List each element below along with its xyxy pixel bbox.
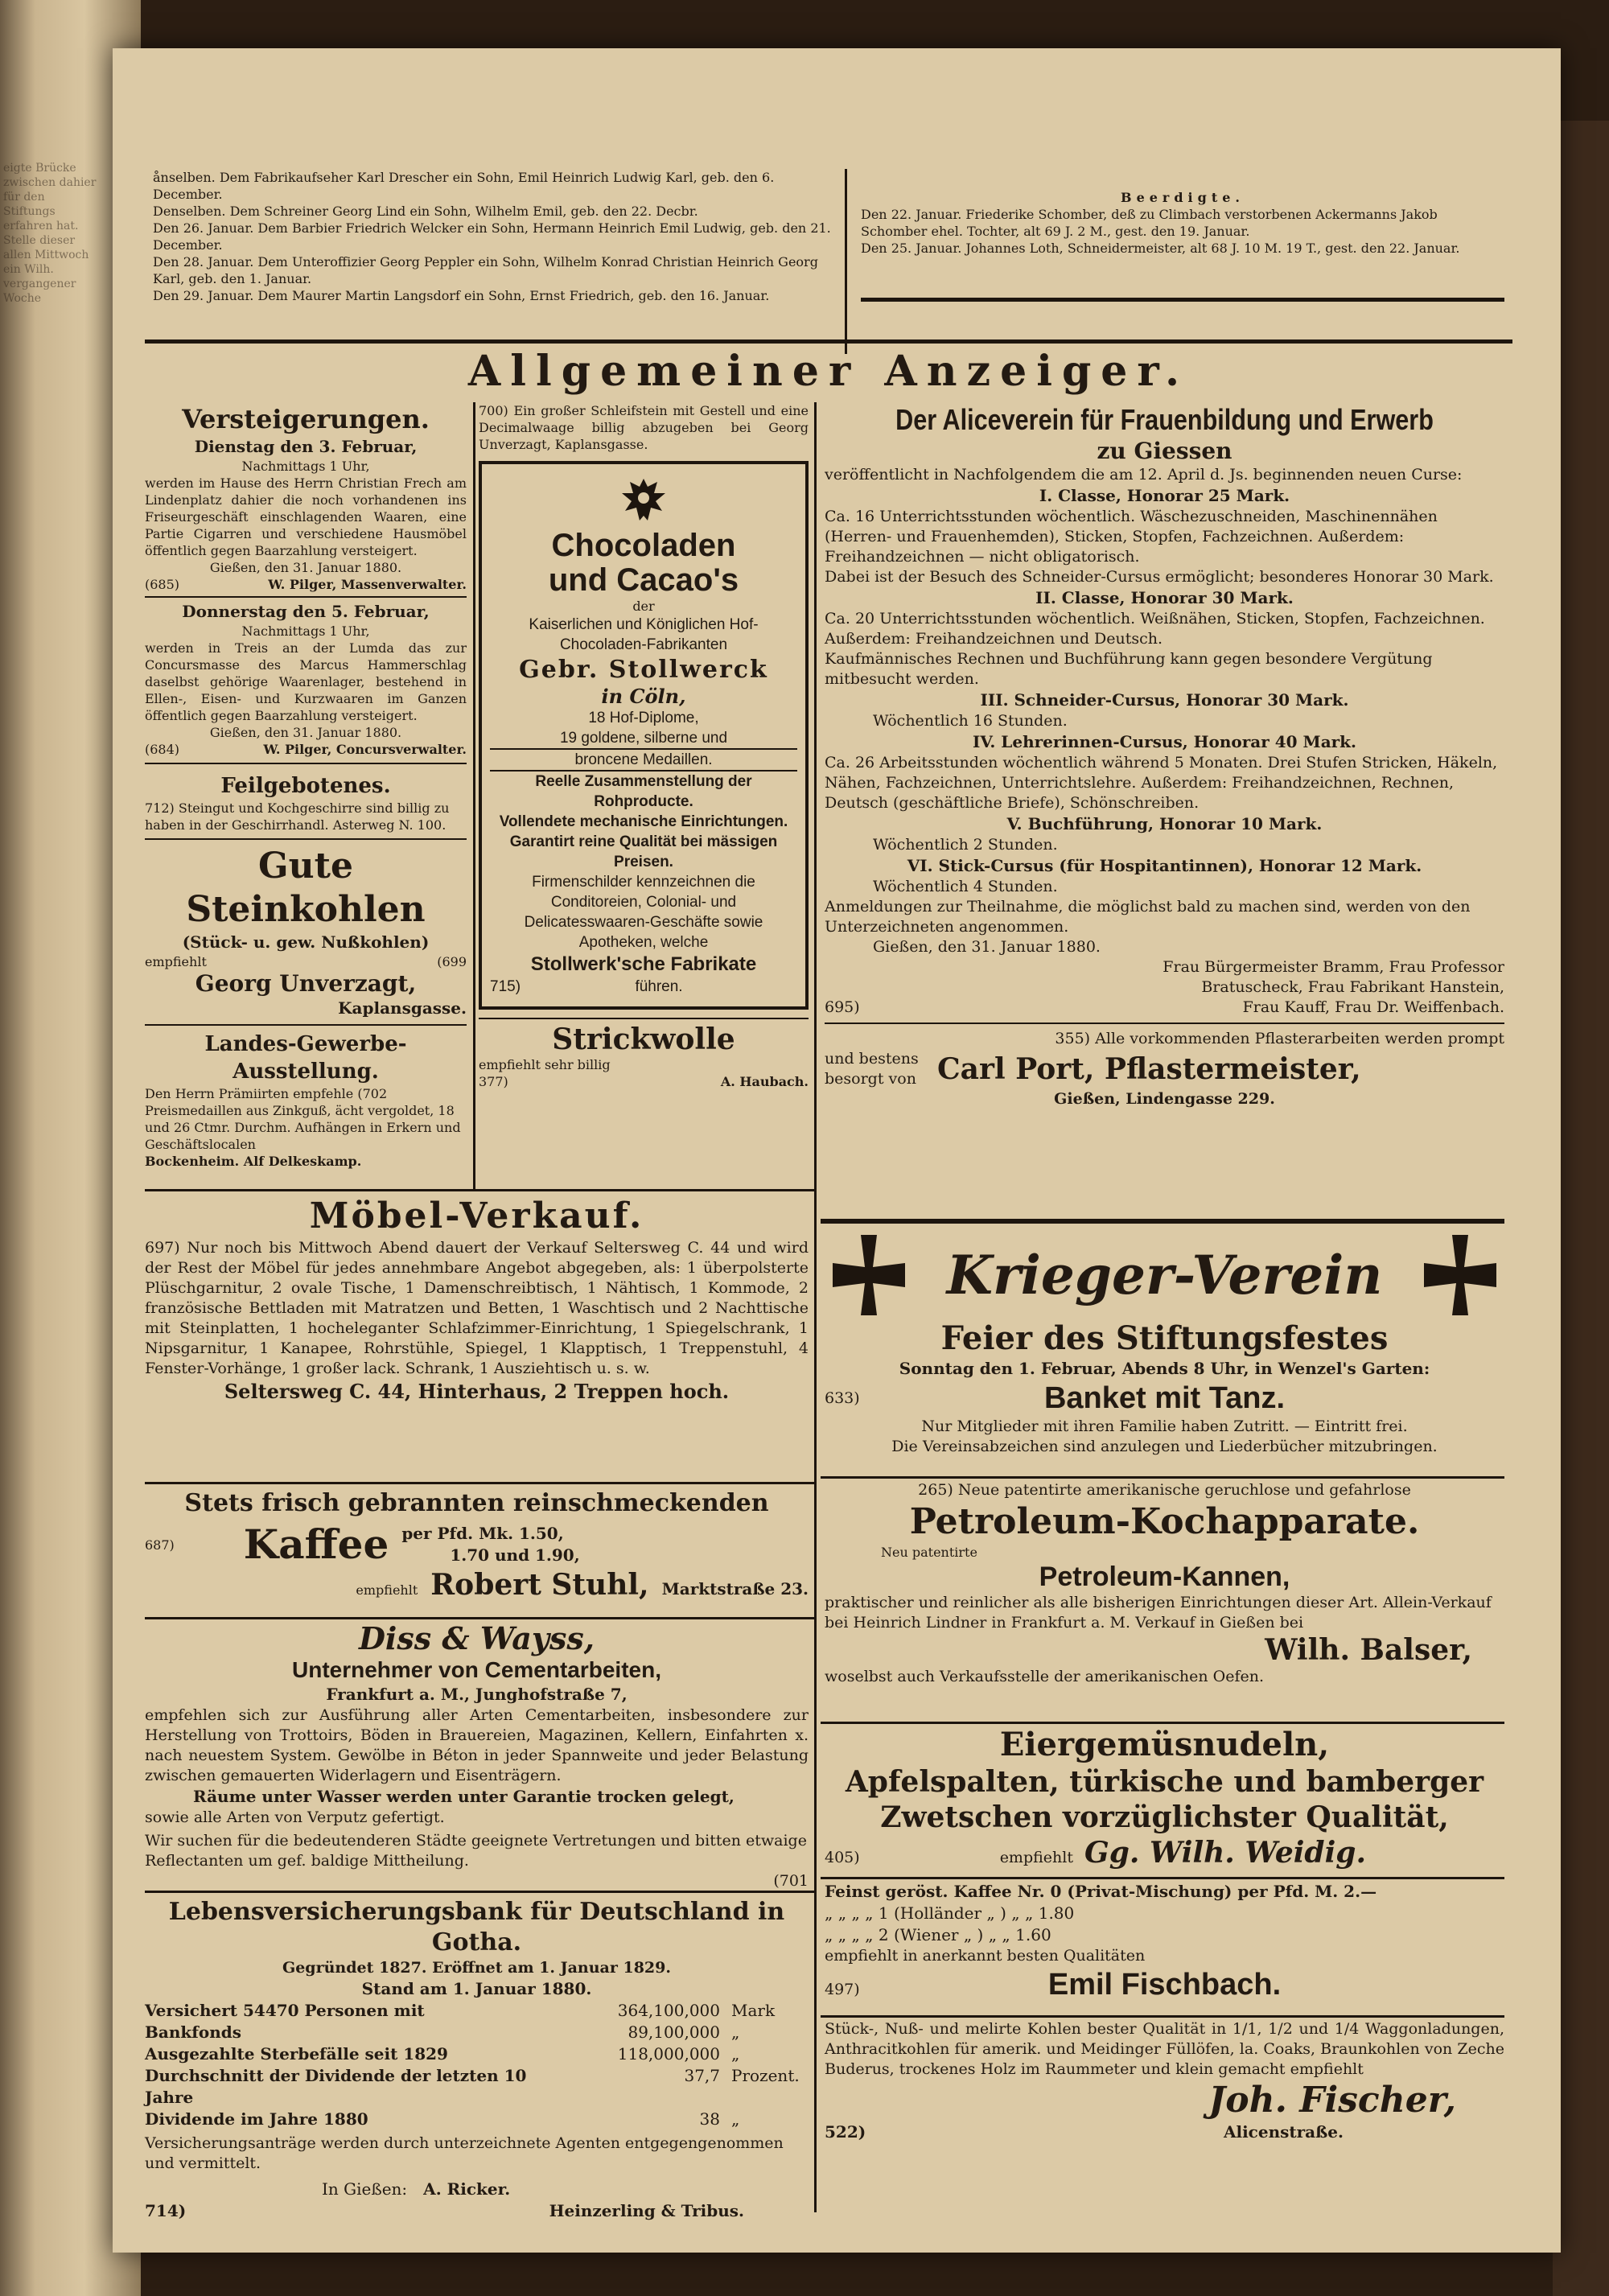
alice-title: Der Aliceverein für Frauenbildung und Erwerb [895, 403, 1434, 436]
alice-registration: Anmeldungen zur Theilnahme, die möglichst bald zu machen sind, werden von den Unterzeichneten angenommen. [825, 898, 1471, 936]
births-section [153, 169, 837, 304]
ad-number: (701 [773, 1872, 809, 1890]
insurance-value: 118,000,000 [617, 2044, 720, 2064]
course-title: IV. Lehrerinnen-Cursus, Honorar 40 Mark. [972, 732, 1357, 751]
separator [825, 1023, 1504, 1024]
coal-title: Gute Steinkohlen [186, 846, 426, 930]
course-body: Dabei ist der Besuch des Schneider-Cursus ermöglicht; besonderes Honorar 30 Mark. [825, 568, 1494, 586]
auction-signature-row [145, 576, 467, 593]
masthead-rule-top [145, 339, 1512, 344]
newspaper-page [113, 48, 1561, 2253]
cement-bold: Räume unter Wasser werden unter Garantie trocken gelegt, [193, 1787, 735, 1806]
noodles-line: Zwetschen vorzüglichster Qualität, [880, 1800, 1449, 1834]
imperial-eagle-icon [615, 472, 672, 529]
petroleum-tail: woselbst auch Verkaufsstelle der amerikanischen Oefen. [825, 1668, 1265, 1685]
course-title: III. Schneider-Cursus, Honorar 30 Mark. [980, 690, 1349, 710]
noodles-recommend: empfiehlt [999, 1849, 1073, 1866]
burials-title: Beerdigte. [1121, 190, 1245, 205]
cement-title: Diss & Wayss, [358, 1620, 595, 1656]
course-body: Ca. 16 Unterrichtsstunden wöchentlich. Wäschezuschneiden, Maschinennähen (Herren- und Frauenhemden), Sticken, Stopfen, Fachzeichnen. Außerdem: Freihandzeichnen — nicht obligatorisch. [825, 508, 1438, 566]
expo-signature: Bockenheim. Alf Delkeskamp. [145, 1154, 362, 1169]
alice-intro: veröffentlicht in Nachfolgendem die am 12. April d. Js. beginnenden neuen Curse: [825, 466, 1463, 483]
insurance-unit: „ [731, 2022, 740, 2042]
furniture-body: 697) Nur noch bis Mittwoch Abend dauert der Verkauf Seltersweg C. 44 und wird der Rest der Möbel für jedes annehmbare Angebot abgegeben, als: 1 überpolsterte Plüschgarnitur, 2 ovale Tische, 1 Damenschreibtisch, 1 Nähtisch, 1 Kommode, 2 französische Bettladen mit Matratzen und Betten, 1 Waschtisch und 2 Nachttische mit Steinplatten, 1 hocheleganter Schlafzimmer-Einrichtung, 1 Spiegelschrank, 1 Nipsgarnitur, 1 Kanapee, Rohrstühle, Spiegel, 1 Klapptisch, 1 Treppenstuhl, 4 Fenster-Vorhänge, 1 großer lack. Schrank, 1 Ausziehtisch u. s. w. [145, 1239, 809, 1377]
chocolate-line: Reelle Zusammenstellung der Rohproducte. [535, 773, 752, 810]
iron-cross-icon [1416, 1231, 1504, 1319]
insurance-value: 364,100,000 [617, 2001, 720, 2020]
chocolate-footer [490, 977, 797, 997]
cement-address: Frankfurt a. M., Junghofstraße 7, [326, 1685, 628, 1704]
insurance-footer [145, 2200, 809, 2222]
spine-bleed-text: eigte Brücke zwischen dahier für den Stiftungs erfahren hat. Stelle dieser allen Mittwoch ein Wilh. vergangener Woche [3, 162, 97, 305]
chocolate-line: 19 goldene, silberne und [490, 728, 797, 750]
separator [145, 1024, 467, 1026]
birth-entry: Den 28. Januar. Dem Unteroffizier Georg Peppler ein Sohn, Wilhelm Konrad Christian Heinrich Georg Karl, geb. den 1. Januar. [153, 254, 818, 286]
cement-subtitle: Unternehmer von Cementarbeiten, [292, 1657, 661, 1682]
auction-place: Gießen, den 31. Januar 1880. [209, 725, 402, 740]
course-body: Wöchentlich 2 Stunden. [873, 836, 1058, 854]
coal2-footer [825, 2121, 1504, 2143]
chocolate-city: in Cöln, [601, 685, 686, 708]
insurance-unit: „ [731, 2044, 740, 2064]
insurance-ad [145, 1897, 809, 2222]
petroleum-body: praktischer und reinlicher als alle bisherigen Einrichtungen dieser Art. Allein-Verkauf bei Heinrich Lindner in Frankfurt a. M. Verkauf in Gießen bei [825, 1594, 1492, 1631]
auction-date: Donnerstag den 5. Februar, [182, 602, 430, 621]
column-right [825, 402, 1504, 1109]
section-rule [821, 1476, 1504, 1479]
coal-recommend: empfiehlt [145, 954, 207, 969]
ad-number: 633) [825, 1389, 860, 1407]
coffee-price: per Pfd. Mk. 1.50, [401, 1524, 564, 1543]
insurance-title: Lebensversicherungsbank für Deutschland in Gotha. [168, 1898, 785, 1957]
coffee-recommend: empfiehlt [356, 1582, 418, 1598]
coal2-vendor: Joh. Fischer, [1208, 2080, 1456, 2121]
veterans-subtitle: Feier des Stiftungsfestes [940, 1319, 1389, 1357]
noodles-line: Apfelspalten, türkische und bamberger [845, 1765, 1484, 1799]
insurance-row [145, 2022, 809, 2043]
column-left [145, 402, 467, 1170]
insurance-table [145, 2000, 809, 2130]
petroleum-line: 265) Neue patentirte amerikanische geruchlose und gefahrlose [918, 1481, 1411, 1499]
coffee2-ad [825, 1881, 1504, 2003]
expo-body: Den Herrn Prämiirten empfehle (702 Preismedaillen aus Zinkguß, ächt vergoldet, 18 und 26 Ctmr. Durchm. Aufhängen in Erkern und Geschäftslocalen [145, 1086, 461, 1152]
auction-signature: W. Pilger, Massenverwalter. [268, 577, 467, 592]
separator [145, 596, 467, 598]
coffee2-line: empfiehlt in anerkannt besten Qualitäten [825, 1947, 1146, 1965]
paving-pre: und bestens besorgt von [825, 1050, 919, 1088]
cement-body: Wir suchen für die bedeutenderen Städte geeignete Vertretungen und bitten etwaige Reflectanten um gef. baldige Mittheilung. [145, 1832, 807, 1870]
alice-date: Gießen, den 31. Januar 1880. [873, 938, 1101, 956]
chocolate-subtitle: Kaiserlichen und Königlichen Hof-Chocoladen-Fabrikanten [529, 616, 759, 653]
noodles-vendor-row [825, 1835, 1504, 1870]
noodles-ad [825, 1726, 1504, 1870]
column-middle [479, 402, 809, 1090]
insurance-agents [145, 2179, 809, 2200]
ad-number: 497) [825, 1981, 860, 1998]
wool-row [479, 1073, 809, 1090]
insurance-value: 37,7 [684, 2066, 720, 2085]
furniture-address: Seltersweg C. 44, Hinterhaus, 2 Treppen hoch. [224, 1380, 730, 1403]
insurance-row [145, 2043, 809, 2065]
coffee2-vendor: Emil Fischbach. [1047, 1968, 1282, 2002]
chocolate-line: führen. [635, 978, 683, 995]
course-body: Ca. 26 Arbeitsstunden wöchentlich während 5 Monaten. Drei Stufen Stricken, Häkeln, Nähen, Fachzeichnen, Unterrichtslehre. Außerdem: Freihandzeichnen, Rechnen, Deutsch (geschäftliche Briefe), Schönschreiben. [825, 754, 1498, 812]
burial-entry: Den 25. Januar. Johannes Loth, Schneidermeister, alt 68 J. 10 M. 19 T., gest. den 22. Januar. [861, 241, 1460, 256]
ad-number: 377) [479, 1074, 508, 1089]
section-rule [821, 2015, 1504, 2018]
section-rule [821, 1219, 1504, 1224]
insurance-label: Versichert 54470 Personen mit [145, 2001, 425, 2020]
burial-entry: Den 22. Januar. Friederike Schomber, deß zu Climbach verstorbenen Ackermanns Jakob Schomber ehel. Tochter, alt 69 J. 2 M., gest. den 19. Januar. [861, 207, 1438, 239]
birth-entry: Den 29. Januar. Dem Maurer Martin Langsdorf ein Sohn, Ernst Friedrich, geb. den 16. Januar. [153, 288, 770, 303]
coffee-vendor: Robert Stuhl, [430, 1568, 649, 1602]
coffee2-line: Feinst geröst. Kaffee Nr. 0 (Privat-Mischung) per Pfd. M. 2.— [825, 1882, 1377, 1901]
auction-date: Dienstag den 3. Februar, [194, 437, 418, 456]
chocolate-firm: Gebr. Stollwerck [519, 656, 768, 684]
course-body: Wöchentlich 4 Stunden. [873, 878, 1058, 895]
chocolate-brand: Stollwerk'sche Fabrikate [530, 953, 757, 975]
petroleum-ad [825, 1480, 1504, 1687]
chocolate-title: Chocoladen [551, 528, 736, 563]
insurance-label: Bankfonds [145, 2022, 241, 2042]
coffee2-line: „ „ „ „ 2 (Wiener „ ) „ „ 1.60 [825, 1925, 1051, 1944]
veterans-note: Die Vereinsabzeichen sind anzulegen und Liederbücher mitzubringen. [891, 1438, 1438, 1455]
insurance-agent: A. Ricker. [423, 2179, 511, 2199]
section-rule [145, 1189, 814, 1191]
wool-body: empfiehlt sehr billig [479, 1057, 611, 1072]
sale-body: 712) Steingut und Kochgeschirre sind billig zu haben in der Geschirrhandl. Asterweg N. 100. [145, 800, 450, 833]
course-title: II. Classe, Honorar 30 Mark. [1035, 588, 1294, 607]
book-binding [1553, 121, 1609, 2296]
course-body: Ca. 20 Unterrichtsstunden wöchentlich. Weißnähen, Sticken, Stopfen, Fachzeichnen. Außerdem: Freihandzeichnen und Deutsch. [825, 610, 1485, 648]
course-title: I. Classe, Honorar 25 Mark. [1039, 486, 1290, 505]
coal-row [145, 953, 467, 970]
column-rule [814, 402, 817, 2212]
veterans-banket-row [825, 1380, 1504, 1417]
auction-body: werden im Hause des Herrn Christian Frech am Lindenplatz dahier die noch vorhandenen ins Friseurgeschäft einschlagenden Waaren, eine Partie Cigarren und verschiedene Hausmöbel öffentlich gegen Baarzahlung versteigert. [145, 475, 467, 558]
chocolate-line: 18 Hof-Diplome, [588, 710, 699, 726]
chocolate-line: Firmenschilder kennzeichnen die Conditoreien, Colonial- und Delicatesswaaren-Geschäfte sowie Apotheken, welche [524, 874, 763, 951]
chocolate-line: broncene Medaillen. [490, 750, 797, 772]
insurance-unit: Mark [731, 2001, 776, 2020]
veterans-ad [825, 1231, 1504, 1457]
veterans-banket: Banket mit Tanz. [1043, 1381, 1286, 1415]
auction-time: Nachmittags 1 Uhr, [241, 459, 370, 474]
column-rule [473, 402, 475, 1191]
veterans-note: Nur Mitglieder mit ihren Familie haben Zutritt. — Eintritt frei. [921, 1418, 1408, 1435]
ad-number: (685) [145, 577, 180, 592]
coffee-street: Marktstraße 23. [661, 1579, 809, 1599]
ad-number: (684) [145, 742, 180, 757]
insurance-agents-pre: In Gießen: [322, 2179, 408, 2199]
chocolate-ad [479, 461, 809, 1010]
insurance-value: 38 [699, 2109, 720, 2129]
auction-body: werden in Treis an der Lumda das zur Concursmasse des Marcus Hammerschlag daselbst gehörige Waarenlager, bestehend in Ellen-, Eisen- und Kurzwaaren im Ganzen öffentlich gegen Baarzahlung versteigert. [145, 640, 467, 723]
coffee-word: Kaffee [243, 1520, 389, 1568]
chocolate-line: Garantirt reine Qualität bei mässigen Preisen. [509, 833, 778, 870]
furniture-title: Möbel-Verkauf. [309, 1195, 644, 1236]
ad-number: 695) [825, 998, 860, 1016]
section-rule [145, 1617, 814, 1619]
coffee-row [145, 1522, 809, 1567]
cement-bold: sowie alle Arten von Verputz gefertigt. [145, 1808, 445, 1826]
ad-number: 715) [490, 978, 521, 995]
coal2-ad [825, 2019, 1504, 2143]
petroleum-sub: Neu patentirte [881, 1545, 977, 1560]
paving-address: Gießen, Lindengasse 229. [1054, 1090, 1275, 1108]
insurance-label: Ausgezahlte Sterbefälle seit 1829 [145, 2044, 448, 2064]
insurance-value: 89,100,000 [628, 2022, 720, 2042]
coffee-ad [145, 1488, 809, 1603]
alice-signatories: Frau Kauff, Frau Dr. Weiffenbach. [1242, 998, 1504, 1016]
petroleum-title: Petroleum-Kochapparate. [909, 1501, 1420, 1542]
column-rule [845, 169, 847, 354]
ad-number: (699 [437, 954, 467, 969]
birth-entry: Denselben. Dem Schreiner Georg Lind ein Sohn, Wilhelm Emil, geb. den 22. Decbr. [153, 204, 698, 219]
section-rule [821, 1722, 1504, 1724]
insurance-label: Dividende im Jahre 1880 [145, 2109, 368, 2129]
chocolate-der: der [632, 599, 655, 614]
section-rule [821, 1877, 1504, 1879]
separator [479, 1018, 809, 1019]
ad-number: 714) [145, 2201, 187, 2220]
separator [145, 838, 467, 840]
insurance-row [145, 2000, 809, 2022]
cement-ad [145, 1621, 809, 1891]
insurance-row [145, 2109, 809, 2130]
coal-subtitle: (Stück- u. gew. Nußkohlen) [182, 932, 430, 952]
veterans-title: Krieger-Verein [946, 1244, 1383, 1306]
masthead-title: Allgemeiner Anzeiger. [467, 347, 1190, 396]
insurance-unit: Prozent. [731, 2066, 800, 2085]
coal-street: Kaplansgasse. [338, 998, 467, 1018]
veterans-header [825, 1231, 1504, 1319]
insurance-note: Versicherungsanträge werden durch unterzeichnete Agenten entgegengenommen und vermittelt. [145, 2134, 784, 2172]
auction-title: Versteigerungen. [182, 404, 430, 434]
cement-body: empfehlen sich zur Ausführung aller Arten Cementarbeiten, insbesondere zur Herstellung von Trottoirs, Böden in Brauereien, Magazinen, Kellern, Einfahrten x. nach neuestem System. Gewölbe in Béton in jeder Spannweite und jeder Belastung zwischen gemauerten Widerlagern und Eisenträgern. [145, 1706, 809, 1784]
course-title: VI. Stick-Cursus (für Hospitantinnen), Honorar 12 Mark. [907, 856, 1422, 875]
separator [145, 763, 467, 764]
coffee2-line: „ „ „ „ 1 (Holländer „ ) „ „ 1.80 [825, 1903, 1075, 1923]
section-rule [861, 298, 1504, 302]
auction-place: Gießen, den 31. Januar 1880. [209, 560, 402, 575]
wool-title: Strickwolle [552, 1023, 735, 1056]
insurance-agent: Heinzerling & Tribus. [549, 2201, 744, 2220]
coffee2-vendor-row [825, 1966, 1504, 2003]
auction-signature: W. Pilger, Concursverwalter. [263, 742, 467, 757]
ad-number: 687) [145, 1537, 175, 1553]
chocolate-title: und Cacao's [548, 562, 739, 598]
veterans-when: Sonntag den 1. Februar, Abends 8 Uhr, in Wenzel's Garten: [899, 1359, 1430, 1378]
noodles-title: Eiergemüsnudeln, [999, 1726, 1330, 1763]
wool-signature: A. Haubach. [720, 1074, 809, 1089]
course-title: V. Buchführung, Honorar 10 Mark. [1006, 814, 1323, 833]
noodles-vendor: Gg. Wilh. Weidig. [1084, 1836, 1366, 1870]
paving-line: 355) Alle vorkommenden Pflasterarbeiten werden prompt [1055, 1030, 1504, 1047]
iron-cross-icon [825, 1231, 913, 1319]
coffee-prices [401, 1523, 579, 1566]
ad-number: 522) [825, 2122, 866, 2142]
petroleum-vendor: Wilh. Balser, [1265, 1633, 1472, 1667]
coffee-title: Stets frisch gebrannten reinschmeckenden [184, 1489, 769, 1517]
alice-signatories: Frau Bürgermeister Bramm, Frau Professor [1163, 958, 1504, 976]
alice-signatories: Bratuscheck, Frau Fabrikant Hanstein, [1201, 978, 1504, 996]
burials-section [861, 189, 1504, 257]
chocolate-line: Vollendete mechanische Einrichtungen. [499, 813, 788, 830]
insurance-founded: Gegründet 1827. Eröffnet am 1. Januar 1829. [282, 1959, 671, 1977]
birth-entry: Den 26. Januar. Dem Barbier Friedrich Welcker ein Sohn, Hermann Heinrich Emil Ludwig, geb. den 21. December. [153, 220, 831, 253]
ad-number: 405) [825, 1849, 860, 1866]
alice-footer [825, 998, 1504, 1018]
course-body: Kaufmännisches Rechnen und Buchführung kann gegen besondere Vergütung mitbesucht werden. [825, 650, 1433, 688]
section-rule [145, 1482, 814, 1484]
coffee-vendor-row [145, 1567, 809, 1603]
birth-entry: ånselben. Dem Fabrikaufseher Karl Drescher ein Sohn, Emil Heinrich Ludwig Karl, geb. den 6. December. [153, 170, 775, 202]
coal2-street: Alicenstraße. [1223, 2122, 1344, 2142]
section-rule [145, 1891, 814, 1893]
alice-city: zu Giessen [1097, 438, 1232, 464]
auction-signature-row [145, 741, 467, 758]
course-body: Wöchentlich 16 Stunden. [873, 712, 1068, 730]
petroleum-cans: Petroleum-Kannen, [1039, 1562, 1290, 1592]
insurance-label: Durchschnitt der Dividende der letzten 10 Jahre [145, 2066, 527, 2107]
auction-time: Nachmittags 1 Uhr, [241, 623, 370, 639]
insurance-row [145, 2065, 809, 2109]
coal2-body: Stück-, Nuß- und melirte Kohlen bester Qualität in 1/1, 1/2 und 1/4 Waggonladungen, Anthracitkohlen für amerik. und Meidinger Füllöfen, la. Coaks, Braunkohlen von Zeche Buderus, trockenes Holz im Raummeter und klein gemacht empfiehlt [825, 2020, 1504, 2078]
paving-row [825, 1049, 1504, 1089]
coffee-price: 1.70 und 1.90, [450, 1545, 580, 1565]
grindstone-ad: 700) Ein großer Schleifstein mit Gestell und eine Decimalwaage billig abzugeben bei Georg Unverzagt, Kaplansgasse. [479, 403, 809, 452]
insurance-stand: Stand am 1. Januar 1880. [361, 1979, 592, 1998]
coal-vendor: Georg Unverzagt, [195, 970, 417, 997]
expo-title: Landes-Gewerbe-Ausstellung. [204, 1032, 407, 1084]
sale-title: Feilgebotenes. [220, 774, 391, 798]
furniture-ad [145, 1195, 809, 1405]
paving-name: Carl Port, Pflastermeister, [937, 1052, 1361, 1086]
insurance-unit: „ [731, 2109, 740, 2129]
